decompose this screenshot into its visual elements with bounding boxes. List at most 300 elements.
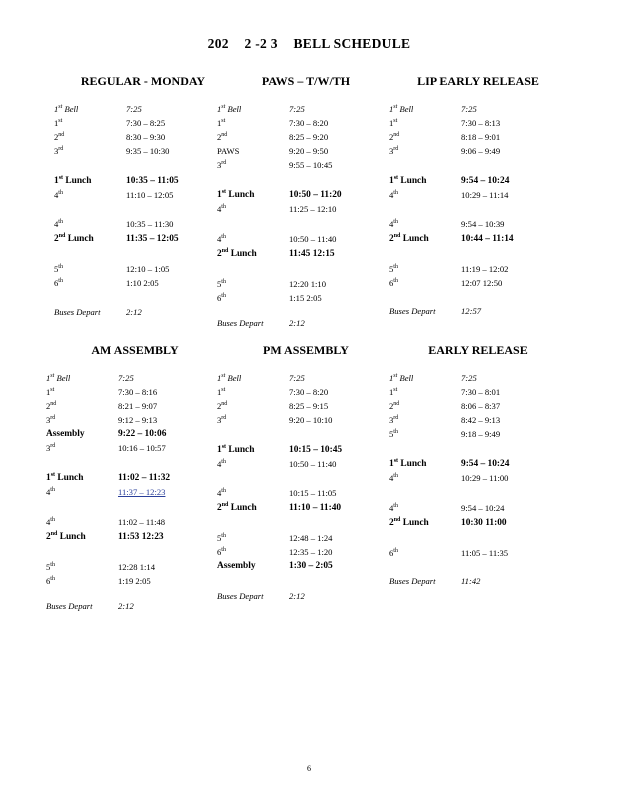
time-range: 2:12: [289, 591, 305, 601]
period-number: 2: [389, 518, 394, 528]
period-suffix: nd: [221, 132, 228, 139]
period-suffix: rd: [393, 415, 399, 422]
period-suffix: st: [393, 118, 398, 125]
period-number: 1: [217, 373, 222, 383]
schedule-row: [54, 188, 232, 202]
time-range: 12:57: [461, 306, 482, 316]
period-number: 3: [217, 160, 222, 170]
time-range: 2:12: [126, 307, 142, 317]
time-range: 9:54 – 10:24: [461, 459, 510, 469]
period-label: [389, 471, 398, 485]
schedule-row: [389, 413, 567, 427]
period-number: 2: [46, 532, 51, 542]
period-number: 1: [217, 445, 222, 455]
time-range: 10:50 – 11:20: [289, 190, 342, 200]
period-suffix: th: [221, 547, 226, 554]
schedule-row: [217, 486, 395, 500]
period-name: Buses Depart: [389, 306, 436, 316]
time-range: 11:02 – 11:48: [118, 517, 166, 527]
schedule-row: [54, 116, 232, 130]
period-label: [217, 545, 226, 559]
schedule-row: [217, 116, 398, 130]
time-range: 10:15 – 10:45: [289, 445, 343, 455]
period-number: 4: [389, 190, 394, 200]
time-range: 8:06 – 8:37: [461, 401, 501, 411]
period-label: [217, 116, 225, 130]
period-label: [217, 589, 264, 603]
period-suffix: th: [221, 293, 226, 300]
time-range: 11:35 – 12:05: [126, 234, 179, 244]
time-range: 11:42: [461, 576, 481, 586]
time-range: 7:25: [289, 104, 305, 114]
period-number: 3: [217, 415, 222, 425]
time-range: 7:30 – 8:25: [126, 118, 166, 128]
time-range: 12:07 12:50: [461, 278, 503, 288]
period-number: 2: [389, 234, 394, 244]
time-range: 7:30 – 8:13: [461, 118, 501, 128]
time-range: 7:30 – 8:20: [289, 387, 329, 397]
time-range: 11:19 – 12:02: [461, 264, 509, 274]
period-label: [46, 599, 93, 613]
schedule-row: [217, 291, 395, 305]
time-range: 10:35 – 11:05: [126, 176, 179, 186]
schedule-row: [54, 217, 232, 231]
schedule-row: [217, 130, 395, 144]
time-range: 9:22 – 10:06: [118, 429, 167, 439]
schedule-row: [46, 413, 227, 427]
schedule-row: [54, 262, 232, 276]
schedule-row: [217, 385, 398, 399]
period-label: [217, 531, 226, 545]
schedule-row: [217, 102, 398, 116]
schedule-row: [217, 501, 395, 515]
period-label: [217, 291, 226, 305]
period-label: [389, 413, 398, 427]
schedule-row: [54, 232, 232, 246]
period-label: [54, 276, 63, 290]
schedule-row: [217, 413, 395, 427]
period-number: 6: [217, 547, 222, 557]
period-number: 1: [217, 387, 222, 397]
schedule-row: [389, 174, 567, 188]
schedule-row: [217, 371, 398, 385]
period-label: [54, 144, 63, 158]
period-number: 1: [46, 387, 51, 397]
period-label: [217, 413, 226, 427]
period-number: 6: [217, 293, 222, 303]
schedule-row: [389, 144, 567, 158]
period-number: 1: [46, 473, 51, 483]
period-label: [46, 399, 56, 413]
period-suffix: th: [393, 548, 398, 555]
period-name: Lunch: [65, 234, 94, 244]
period-name: Lunch: [400, 518, 429, 528]
period-number: 1: [389, 459, 394, 469]
schedule-rows: [389, 102, 567, 318]
period-name: Lunch: [226, 445, 255, 455]
page-number: 6: [307, 764, 311, 773]
period-number: 1: [389, 104, 394, 114]
schedule-row: [46, 485, 224, 499]
schedule-row: [389, 399, 567, 413]
period-label: [54, 174, 91, 188]
schedule-row: [217, 247, 395, 261]
section-title: EARLY RELEASE: [428, 343, 528, 357]
period-name: Lunch: [228, 249, 257, 259]
period-suffix: th: [58, 278, 63, 285]
period-suffix: st: [221, 443, 227, 450]
period-name: Buses Depart: [217, 318, 264, 328]
period-label: [389, 262, 398, 276]
period-label: [389, 130, 399, 144]
period-number: 4: [46, 517, 51, 527]
time-range: 10:15 – 11:05: [289, 488, 337, 498]
period-suffix: th: [393, 429, 398, 436]
period-label: [389, 427, 398, 441]
period-name: Lunch: [57, 532, 86, 542]
schedule-row: [217, 531, 395, 545]
period-number: 2: [217, 249, 222, 259]
period-name: Lunch: [55, 473, 84, 483]
section-paws: [217, 74, 398, 330]
period-name: Buses Depart: [54, 307, 101, 317]
period-name: Bell: [62, 104, 79, 114]
time-range: 1:10 2:05: [126, 278, 159, 288]
period-label: [46, 574, 55, 588]
period-number: 2: [389, 132, 394, 142]
period-label: [389, 516, 429, 530]
period-label: [46, 485, 55, 499]
section-pm-assembly: [217, 343, 398, 603]
period-number: 4: [217, 488, 222, 498]
period-number: 1: [217, 104, 222, 114]
period-suffix: nd: [393, 401, 400, 408]
schedule-row: [389, 130, 567, 144]
time-range: 7:25: [461, 373, 477, 383]
schedule-row: [389, 304, 567, 318]
period-suffix: st: [393, 457, 399, 464]
period-number: 4: [54, 219, 59, 229]
time-range: 9:12 – 9:13: [118, 415, 158, 425]
period-label: [389, 385, 397, 399]
schedule-row: [46, 574, 224, 588]
period-number: 5: [217, 279, 222, 289]
period-name: Bell: [225, 104, 242, 114]
period-label: [217, 188, 254, 202]
schedule-row: [46, 560, 224, 574]
period-number: 1: [389, 387, 394, 397]
period-label: [54, 217, 63, 231]
period-label: [46, 385, 54, 399]
time-range: 10:50 – 11:40: [289, 234, 337, 244]
period-name: Assembly: [46, 429, 85, 439]
time-range: 12:28 1:14: [118, 562, 156, 572]
period-suffix: st: [221, 118, 226, 125]
period-number: 4: [46, 487, 51, 497]
period-name: Lunch: [398, 459, 427, 469]
period-suffix: th: [393, 278, 398, 285]
period-number: 3: [54, 146, 59, 156]
period-label: [46, 413, 55, 427]
section-title: AM ASSEMBLY: [91, 343, 179, 357]
period-number: 3: [46, 443, 51, 453]
period-suffix: th: [221, 488, 226, 495]
time-range: 9:54 – 10:24: [461, 176, 510, 186]
time-range: 1:15 2:05: [289, 293, 322, 303]
period-label: [54, 102, 78, 116]
period-suffix: rd: [221, 160, 227, 167]
period-number: 6: [389, 548, 394, 558]
schedule-row: [389, 385, 567, 399]
schedule-rows: [389, 371, 567, 588]
period-label: [389, 188, 398, 202]
period-number: 2: [54, 234, 59, 244]
period-suffix: nd: [50, 401, 57, 408]
time-range: 9:35 – 10:30: [126, 146, 170, 156]
time-range: 7:25: [461, 104, 477, 114]
time-range: 12:20 1:10: [289, 279, 327, 289]
period-suffix: th: [393, 219, 398, 226]
period-label: [389, 116, 397, 130]
period-label: [389, 144, 398, 158]
period-suffix: nd: [58, 132, 65, 139]
period-suffix: st: [58, 174, 64, 181]
period-label: [217, 443, 254, 457]
period-label: [46, 560, 55, 574]
period-suffix: st: [221, 373, 226, 380]
section-regular-monday: [54, 74, 232, 319]
schedule-row: [217, 399, 395, 413]
period-name: Lunch: [63, 176, 92, 186]
period-label: [217, 277, 226, 291]
period-label: [54, 116, 62, 130]
period-name: PAWS: [217, 146, 240, 156]
period-number: 6: [54, 278, 59, 288]
period-number: 1: [46, 373, 51, 383]
schedule-row: [46, 471, 224, 485]
schedule-row: [46, 399, 224, 413]
time-range: 10:29 – 11:14: [461, 190, 509, 200]
period-number: 4: [389, 503, 394, 513]
period-suffix: nd: [393, 232, 401, 239]
period-number: 4: [217, 459, 222, 469]
period-label: [46, 530, 86, 544]
period-name: Lunch: [226, 190, 255, 200]
period-label: [46, 441, 55, 455]
period-label: [217, 399, 227, 413]
time-range: 9:54 – 10:39: [461, 219, 505, 229]
period-name: Bell: [225, 373, 242, 383]
period-label: [46, 371, 70, 385]
period-label: [217, 202, 226, 216]
time-range: 10:44 – 11:14: [461, 234, 514, 244]
schedule-row: [217, 202, 395, 216]
period-suffix: th: [50, 487, 55, 494]
schedule-row: [389, 516, 567, 530]
schedule-row: [46, 599, 224, 613]
period-suffix: nd: [393, 132, 400, 139]
period-label: [389, 371, 413, 385]
schedule-row: [389, 457, 567, 471]
schedule-row: [389, 102, 567, 116]
period-name: Assembly: [217, 561, 256, 571]
period-suffix: th: [58, 190, 63, 197]
period-label: [54, 188, 63, 202]
period-label: [217, 102, 241, 116]
period-number: 6: [46, 576, 51, 586]
period-label: [217, 130, 227, 144]
time-range: 8:18 – 9:01: [461, 132, 501, 142]
schedule-row: [217, 443, 395, 457]
period-suffix: th: [221, 459, 226, 466]
time-range: 11:10 – 12:05: [126, 190, 174, 200]
period-number: 5: [46, 562, 51, 572]
schedule-row: [46, 427, 224, 441]
period-number: 4: [389, 473, 394, 483]
period-suffix: st: [393, 174, 399, 181]
time-range: 9:54 – 10:24: [461, 503, 505, 513]
period-suffix: nd: [221, 247, 229, 254]
section-early-release: [389, 343, 567, 588]
period-number: 4: [389, 219, 394, 229]
time-range: 11:10 – 11:40: [289, 503, 342, 513]
period-label: [389, 546, 398, 560]
period-suffix: st: [50, 387, 55, 394]
period-name: Lunch: [398, 176, 427, 186]
schedule-row: [389, 232, 567, 246]
period-suffix: st: [58, 104, 63, 111]
section-title: PM ASSEMBLY: [263, 343, 349, 357]
period-number: 1: [54, 118, 59, 128]
period-label: [46, 515, 55, 529]
schedule-row: [217, 545, 395, 559]
period-label: [389, 304, 436, 318]
period-name: Bell: [54, 373, 71, 383]
period-number: 2: [217, 401, 222, 411]
period-label: [389, 276, 398, 290]
period-suffix: th: [393, 264, 398, 271]
title-year-b: 2 -2 3: [244, 36, 278, 51]
time-range: 7:30 – 8:20: [289, 118, 329, 128]
schedule-row: [46, 515, 224, 529]
time-range: 8:42 – 9:13: [461, 415, 501, 425]
schedule-rows: [46, 371, 227, 613]
period-label: [217, 144, 239, 158]
period-suffix: th: [221, 234, 226, 241]
time-range: 9:55 – 10:45: [289, 160, 333, 170]
time-range: 9:20 – 9:50: [289, 146, 329, 156]
period-number: 1: [217, 190, 222, 200]
schedule-row: [54, 144, 232, 158]
period-suffix: th: [50, 562, 55, 569]
period-label: [389, 501, 398, 515]
period-suffix: th: [221, 533, 226, 540]
period-label: [389, 399, 399, 413]
section-title: REGULAR - MONDAY: [80, 74, 206, 88]
period-number: 3: [46, 415, 51, 425]
schedule-row: [54, 102, 232, 116]
period-number: 2: [389, 401, 394, 411]
time-range: 10:50 – 11:40: [289, 459, 337, 469]
period-name: Buses Depart: [389, 576, 436, 586]
period-number: 1: [54, 176, 59, 186]
period-label: [389, 102, 413, 116]
period-name: Lunch: [228, 503, 257, 513]
period-suffix: th: [50, 576, 55, 583]
section-title: LIP EARLY RELEASE: [417, 74, 539, 88]
time-range: 8:25 – 9:15: [289, 401, 329, 411]
section-am-assembly: [46, 343, 227, 613]
period-suffix: rd: [393, 146, 399, 153]
schedule-row: [217, 144, 395, 158]
period-number: 1: [389, 373, 394, 383]
period-label: [54, 130, 64, 144]
period-suffix: st: [221, 188, 227, 195]
time-range: 10:35 – 11:30: [126, 219, 174, 229]
period-suffix: th: [58, 219, 63, 226]
period-number: 6: [389, 278, 394, 288]
period-name: Buses Depart: [217, 591, 264, 601]
schedule-rows: [217, 102, 398, 330]
time-range: 7:30 – 8:16: [118, 387, 158, 397]
schedule-row: [217, 188, 395, 202]
period-suffix: th: [221, 279, 226, 286]
period-name: Lunch: [400, 234, 429, 244]
period-number: 5: [54, 264, 59, 274]
title-text: BELL SCHEDULE: [293, 36, 411, 51]
period-label: [54, 305, 101, 319]
schedule-row: [217, 277, 395, 291]
period-number: 4: [217, 234, 222, 244]
time-link[interactable]: 11:37 – 12:23: [118, 487, 166, 497]
time-range: 11:02 – 11:32: [118, 473, 171, 483]
period-number: 4: [217, 204, 222, 214]
period-label: [46, 427, 85, 441]
period-suffix: rd: [221, 415, 227, 422]
period-label: [46, 471, 83, 485]
period-label: [217, 247, 257, 261]
schedule-row: [389, 427, 567, 441]
title-year-a: 202: [207, 36, 229, 51]
time-range: 8:21 – 9:07: [118, 401, 158, 411]
period-number: 5: [217, 533, 222, 543]
period-label: [217, 316, 264, 330]
schedule-row: [389, 471, 567, 485]
period-label: [217, 371, 241, 385]
period-label: [389, 232, 429, 246]
time-range: 11:25 – 12:10: [289, 204, 337, 214]
period-label: [217, 501, 257, 515]
period-number: 4: [54, 190, 59, 200]
time-range: 7:25: [126, 104, 142, 114]
period-label: [389, 174, 426, 188]
schedule-row: [389, 116, 567, 130]
period-suffix: nd: [221, 501, 229, 508]
period-label: [389, 574, 436, 588]
time-range: 8:25 – 9:20: [289, 132, 329, 142]
schedule-row: [389, 262, 567, 276]
schedule-row: [217, 158, 395, 172]
period-label: [389, 457, 426, 471]
schedule-row: [217, 559, 395, 573]
time-range: 1:30 – 2:05: [289, 561, 333, 571]
time-range: 10:29 – 11:00: [461, 473, 509, 483]
schedule-row: [217, 316, 395, 330]
period-suffix: st: [221, 387, 226, 394]
schedule-row: [389, 276, 567, 290]
period-label: [54, 262, 63, 276]
page-title: [0, 36, 618, 52]
